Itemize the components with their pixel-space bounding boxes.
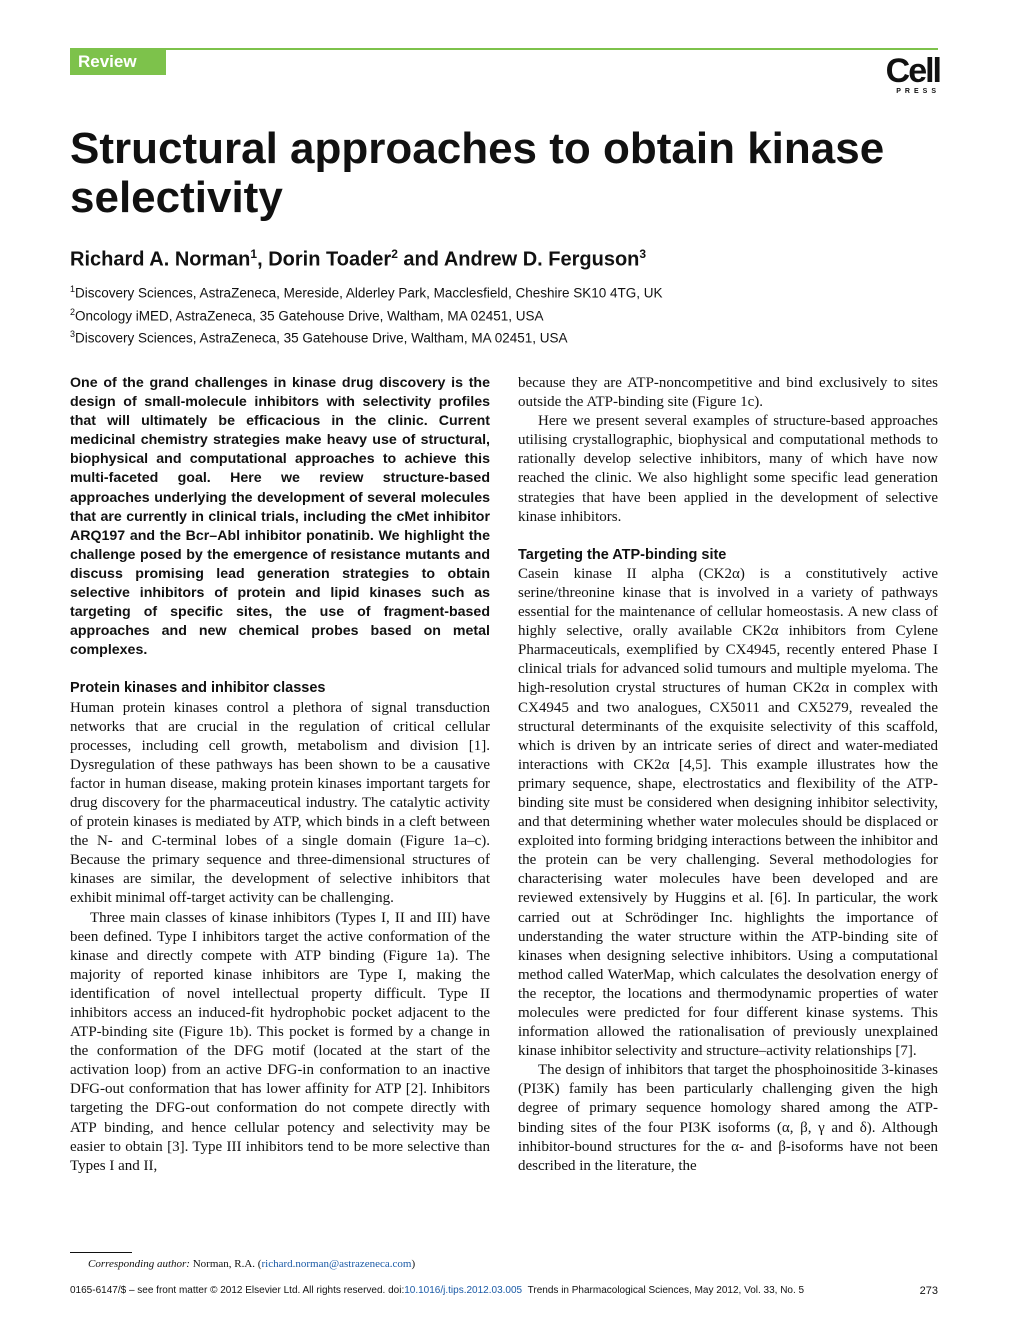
author-affil-sup: 1 <box>250 247 258 261</box>
body-paragraph: because they are ATP-noncompetitive and bind exclusively to sites outside the ATP-binding site (Figure 1c). <box>518 375 938 411</box>
abstract: One of the grand challenges in kinase drug discovery is the design of small-molecule inhibitors with selectivity profiles that will ultimately be efficacious in the clinic. Current medicinal chemistry strategies make heavy use of structural, biophysical and computational approaches to achieve this multi-faceted goal. Here we review structure-based approaches underlying the development of several molecules that are currently in clinical trials, including the cMet inhibitor ARQ197 and the Bcr–Abl inhibitor ponatinib. We highlight the challenge posed by the emergence of resistance mutants and discuss promising lead generation strategies to obtain selective inhibitors of protein and lipid kinases such as targeting of specific sites, the use of fragment-based approaches and new chemical probes based on metal complexes. <box>70 375 490 659</box>
author-name: Richard A. Norman <box>70 248 251 271</box>
header-rule <box>70 48 938 50</box>
footnote-rule <box>70 1252 132 1253</box>
author-separator: and <box>397 248 444 271</box>
footer-journal: Trends in Pharmacological Sciences, May 2012, Vol. 33, No. 5 <box>527 1285 805 1296</box>
author-list <box>70 241 646 273</box>
author-name: Dorin Toader <box>268 248 392 271</box>
logo-sub-text: PRESS <box>896 88 940 95</box>
affil-text: Discovery Sciences, AstraZeneca, 35 Gatehouse Drive, Waltham, MA 02451, USA <box>75 330 568 346</box>
corr-label: Corresponding author: <box>88 1258 190 1270</box>
affiliation <box>70 280 663 303</box>
article-type-badge: Review <box>70 49 166 75</box>
article-title: Structural approaches to obtain kinase selectivity <box>70 124 885 222</box>
right-column <box>518 374 938 1176</box>
logo-main-text: Cell <box>885 52 940 90</box>
corresponding-author-note: Corresponding author: Norman, R.A. (richard.norman@astrazeneca.com) <box>88 1258 416 1270</box>
author-affil-sup: 3 <box>639 247 647 261</box>
footer-issn: 0165-6147/$ – see front matter © 2012 Elsevier Ltd. All rights reserved. doi: <box>70 1285 405 1296</box>
corr-email-link[interactable]: richard.norman@astrazeneca.com <box>261 1258 412 1270</box>
author-affil-sup: 2 <box>391 247 398 261</box>
left-column <box>70 374 490 1176</box>
affil-text: Oncology iMED, AstraZeneca, 35 Gatehouse Drive, Waltham, MA 02451, USA <box>75 308 544 323</box>
section-heading: Targeting the ATP-binding site <box>518 546 727 563</box>
affil-sup: 2 <box>70 306 76 317</box>
corr-name: Norman, R.A. <box>192 1258 256 1270</box>
body-paragraph: Casein kinase II alpha (CK2α) is a constitutively active serine/threonine kinase that is involved in a variety of pathways essential for the maintenance of cellular homeostasis. A new class of highly selective, orally available CK2α inhibitors from Cylene Pharmaceuticals, exemplified by CX4945, recently entered Phase I clinical trials for advanced solid tumours and multiple myeloma. The high-resolution crystal structures of human CK2α in complex with CX4945 and two analogues, CX5011 and CX5279, revealed the structural determinants of the exquisite selectivity of this scaffold, which is driven by an intricate series of direct and water-mediated interactions with CK2α [4,5]. This example illustrates how the primary sequence, shape, electrostatics and flexibility of the ATP-binding site must be considered when designing inhibitor selectivity, and that determining whether water molecules should be displaced or exploited into forming bridging interactions between the inhibitor and the protein can be very challenging. Several methodologies for characterising water molecules have been developed and are reviewed extensively by Huggins et al. [6]. In particular, the work carried out at Schrödinger Inc. highlights the importance of understanding the water structure within the ATP-binding site of kinases when designing selective inhibitors. Using a computational method called WaterMap, which calculates the desolvation energy of the receptor, the locations and thermodynamic properties of water molecules were predicted for four different kinase systems. This information allowed the rationalisation of previously unexplained kinase inhibitor selectivity and structure–activity relationships [7]. <box>518 565 938 1060</box>
affiliation-list <box>70 280 663 348</box>
affil-sup: 1 <box>70 284 76 294</box>
body-paragraph: The design of inhibitors that target the phosphoinositide 3-kinases (PI3K) family has been particularly challenging given the high degree of primary sequence homology shared among the ATP-binding sites of the four PI3K isoforms (α, β, γ and δ). Although inhibitor-bound structures for the α- and β-isoforms have not been described in the literature, the <box>518 1062 938 1174</box>
body-paragraph: Three main classes of kinase inhibitors (Types I, II and III) have been defined. Type I inhibitors target the active conformation of the kinase and directly compete with ATP binding (Figure 1a). The majority of reported kinase inhibitors are Type I, making the identification of novel intellectual property difficult. Type II inhibitors access an induced-fit hydrophobic pocket adjacent to the ATP-binding site (Figure 1b). This pocket is formed by a change in the conformation of the DFG motif (located at the start of the activation loop) from an active DFG-in conformation to an inactive DFG-out conformation that has lower affinity for ATP [2]. Inhibitors targeting the DFG-out conformation do not compete directly with ATP binding, and hence cellular potency and selectivity may be easier to obtain [3]. Type III inhibitors tend to be more selective than Types I and II, <box>70 909 490 1174</box>
affiliation <box>70 325 663 348</box>
body-paragraph: Human protein kinases control a plethora of signal transduction networks that are crucial in the regulation of critical cellular processes, including cell growth, metabolism and division [1]. Dysregulation of these pathways has been shown to be a causative factor in human disease, making protein kinases important targets for drug discovery for the pharmaceutical industry. The catalytic activity of protein kinases is mediated by ATP, which binds in a cleft between the N- and C-terminal lobes of a single domain (Figure 1a–c). Because the primary sequence and three-dimensional structures of kinases are similar, the development of selective inhibitors that exhibit minimal off-target activity can be challenging. <box>70 699 490 907</box>
affil-sup: 3 <box>70 329 76 339</box>
author-name: Andrew D. Ferguson <box>443 248 640 271</box>
section-heading: Protein kinases and inhibitor classes <box>70 680 326 697</box>
body-paragraph: Here we present several examples of structure-based approaches utilising crystallographic, biophysical and computational methods to rationally develop selective inhibitors, many of which have now reached the clinic. We also highlight some specific lead generation strategies that have been applied in the development of selective kinase inhibitors. <box>518 413 938 525</box>
cell-press-logo <box>878 54 940 96</box>
affil-text: Discovery Sciences, AstraZeneca, Mereside, Alderley Park, Macclesfield, Cheshire SK10 4TG, UK <box>75 285 663 301</box>
footer-doi-link[interactable]: 10.1016/j.tips.2012.03.005 <box>404 1285 523 1296</box>
affiliation <box>70 303 663 326</box>
author-separator: , <box>257 248 269 271</box>
page-number: 273 <box>919 1285 938 1297</box>
